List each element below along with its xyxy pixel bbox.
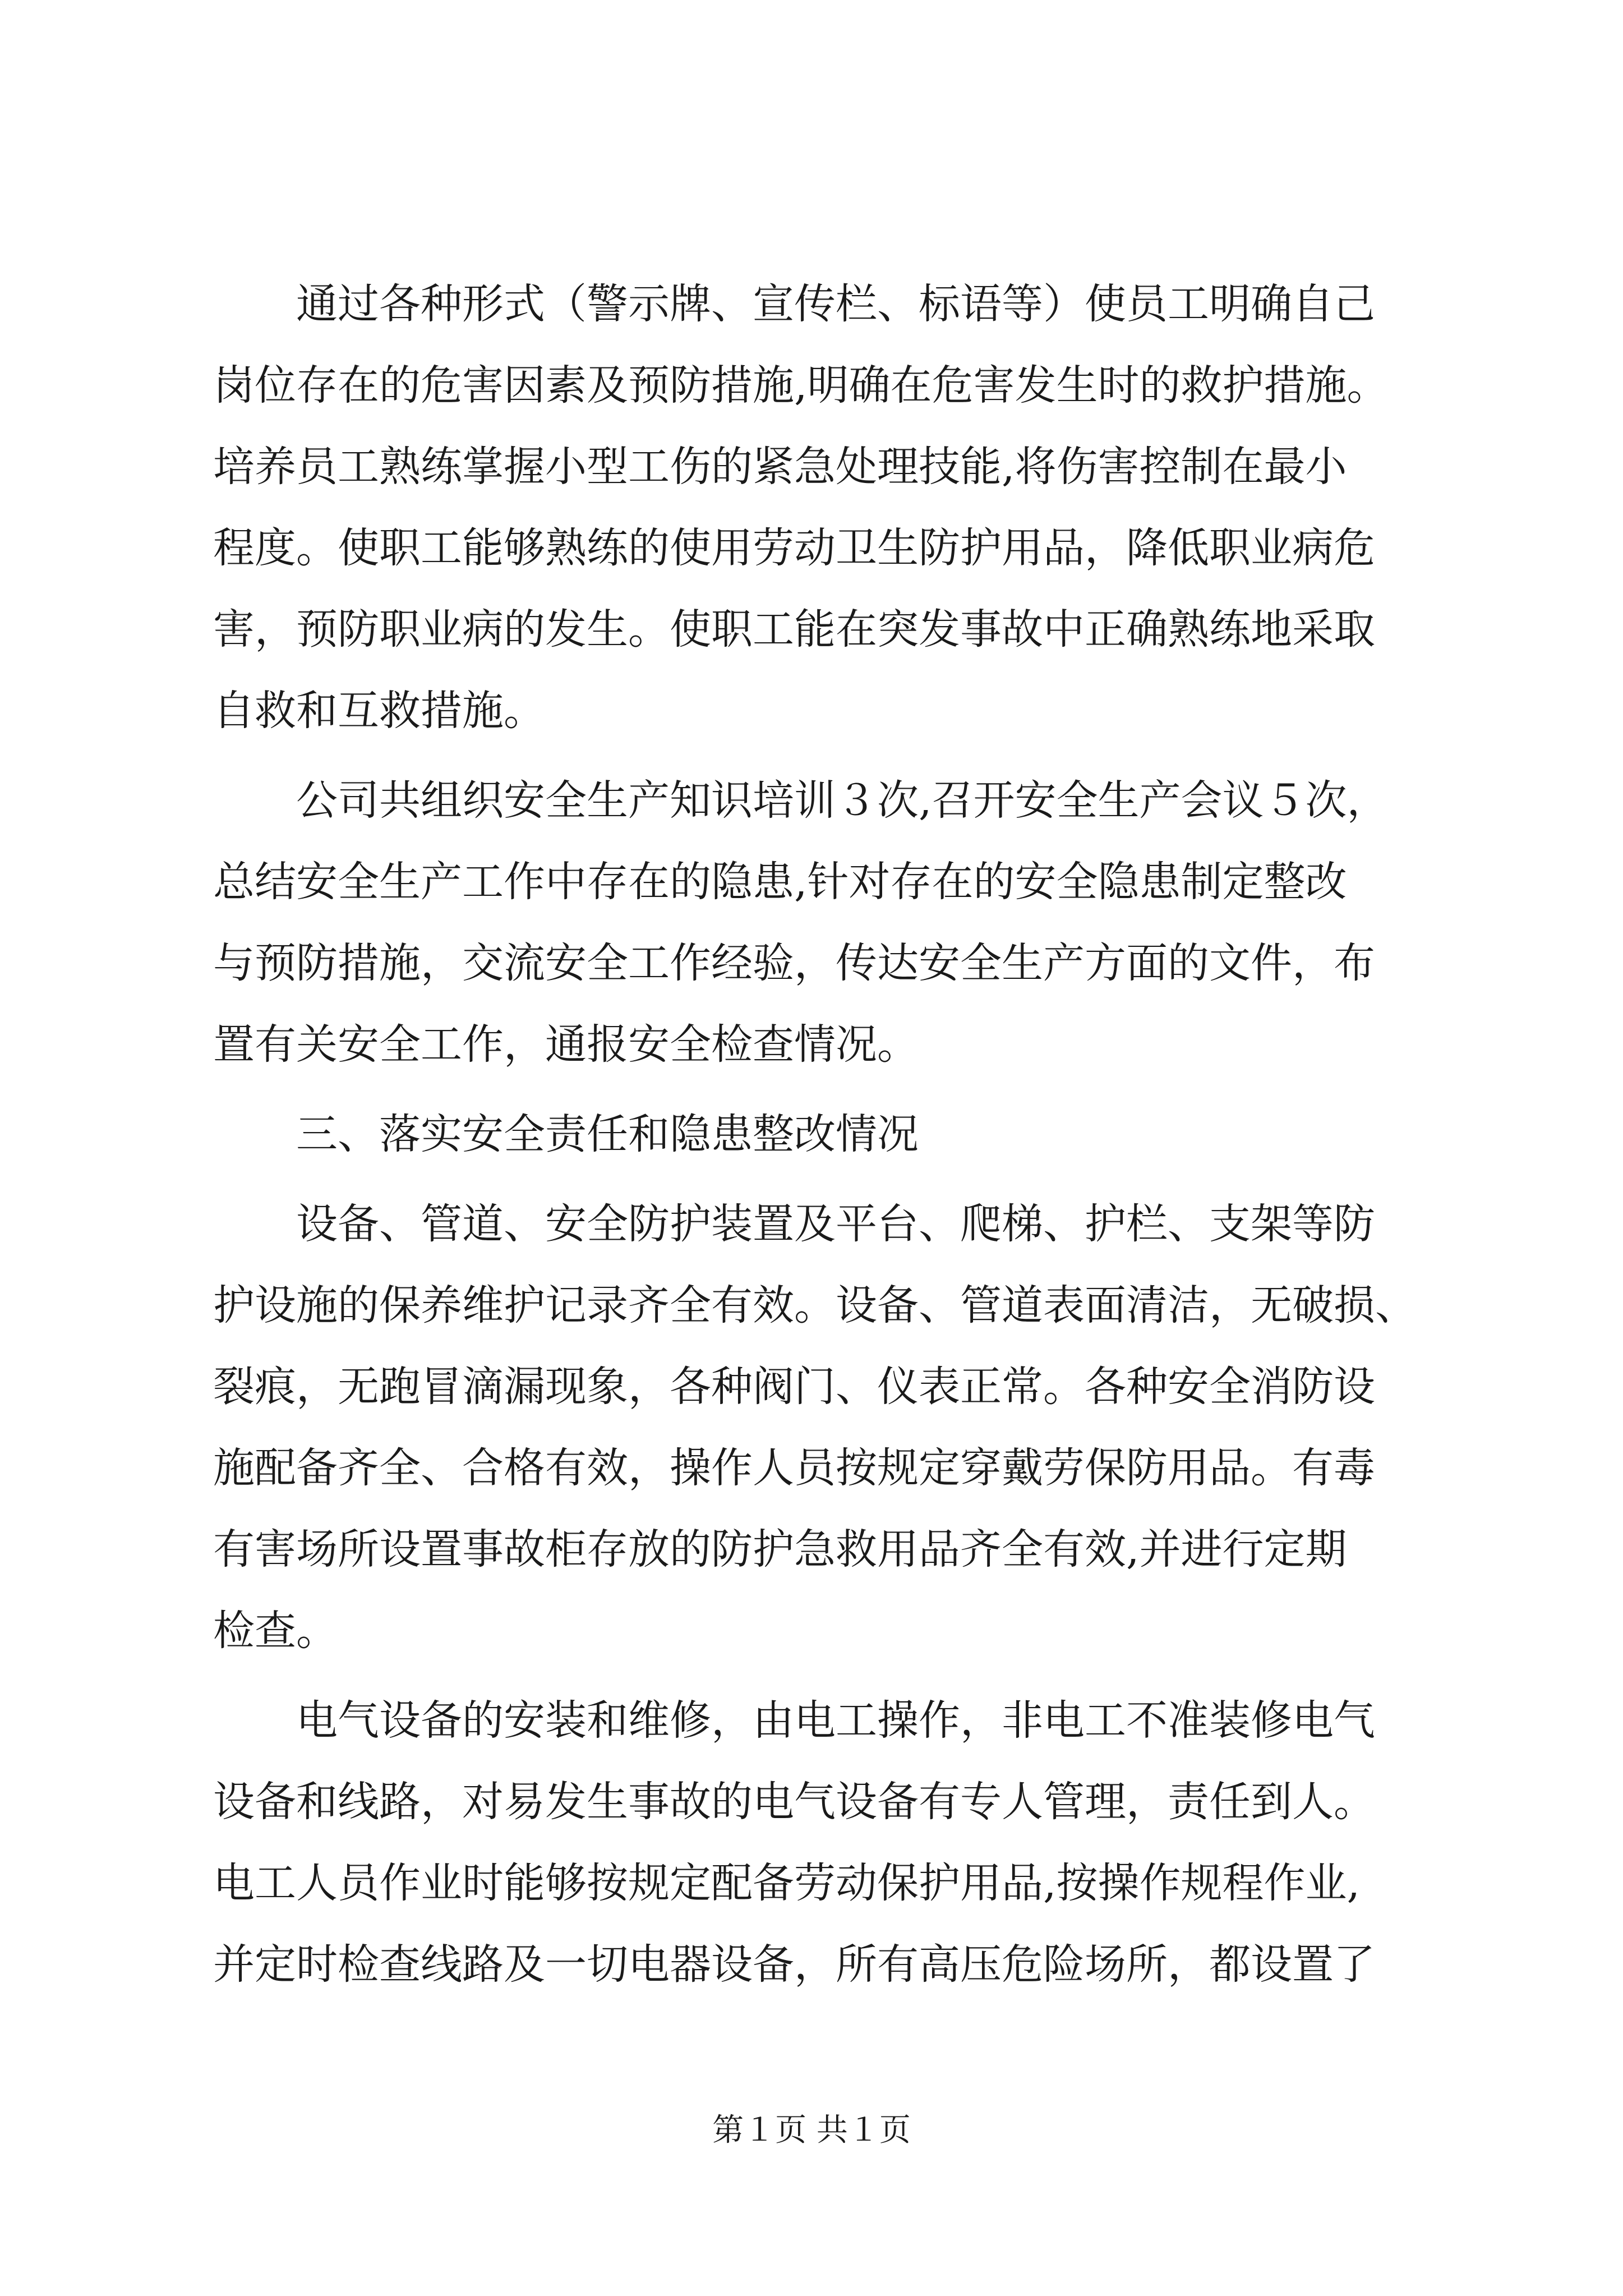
paragraph-3	[213, 1184, 1430, 1672]
text-line: 岗位存在的危害因素及预防措施,明确在危害发生时的救护措施。	[213, 361, 1389, 409]
paragraph-4	[213, 1680, 1430, 2005]
text-line: 护设施的保养维护记录齐全有效。设备、管道表面清洁，无破损、	[213, 1281, 1417, 1329]
text-line: 置有关安全工作，通报安全检查情况。	[213, 1020, 919, 1069]
text-line: 公司共组织安全生产知识培训３次,召开安全生产会议５次，	[296, 776, 1389, 825]
text-line: 与预防措施，交流安全工作经验，传达安全生产方面的文件，布	[213, 939, 1375, 987]
text-line: 电工人员作业时能够按规定配备劳动保护用品,按操作规程作业,	[213, 1859, 1361, 1907]
text-line: 有害场所设置事故柜存放的防护急救用品齐全有效,并进行定期	[213, 1525, 1347, 1573]
text-line: 并定时检查线路及一切电器设备，所有高压危险场所，都设置了	[213, 1940, 1375, 1989]
text-line: 自救和互救措施。	[213, 687, 545, 735]
text-line: 设备、管道、安全防护装置及平台、爬梯、护栏、支架等防	[296, 1200, 1375, 1248]
text-line: 施配备齐全、合格有效，操作人员按规定穿戴劳保防用品。有毒	[213, 1444, 1375, 1492]
section-heading	[213, 1094, 1430, 1175]
text-line: 害，预防职业病的发生。使职工能在突发事故中正确熟练地采取	[213, 605, 1375, 654]
paragraph-spacer	[213, 752, 1430, 760]
text-line: 电气设备的安装和维修，由电工操作，非电工不准装修电气	[296, 1696, 1375, 1745]
paragraph-1	[213, 264, 1430, 752]
page-number-label: 第１页 共１页	[712, 2112, 911, 2148]
paragraph-spacer	[213, 1175, 1430, 1184]
section-heading-text: 三、落实安全责任和隐患整改情况	[296, 1110, 919, 1158]
text-line: 检查。	[213, 1607, 338, 1655]
document-body	[213, 264, 1430, 2005]
text-line: 裂痕，无跑冒滴漏现象，各种阀门、仪表正常。各种安全消防设	[213, 1363, 1375, 1411]
paragraph-spacer	[213, 1085, 1430, 1094]
text-line: 总结安全生产工作中存在的隐患,针对存在的安全隐患制定整改	[213, 858, 1347, 906]
text-line: 设备和线路，对易发生事故的电气设备有专人管理，责任到人。	[213, 1778, 1375, 1826]
paragraph-2	[213, 760, 1430, 1085]
page-footer	[0, 2108, 1623, 2153]
text-line: 程度。使职工能够熟练的使用劳动卫生防护用品，降低职业病危	[213, 524, 1375, 572]
text-line: 培养员工熟练掌握小型工伤的紧急处理技能,将伤害控制在最小	[213, 443, 1347, 491]
text-line: 通过各种形式（警示牌、宣传栏、标语等）使员工明确自己	[296, 280, 1375, 328]
paragraph-spacer	[213, 1672, 1430, 1680]
